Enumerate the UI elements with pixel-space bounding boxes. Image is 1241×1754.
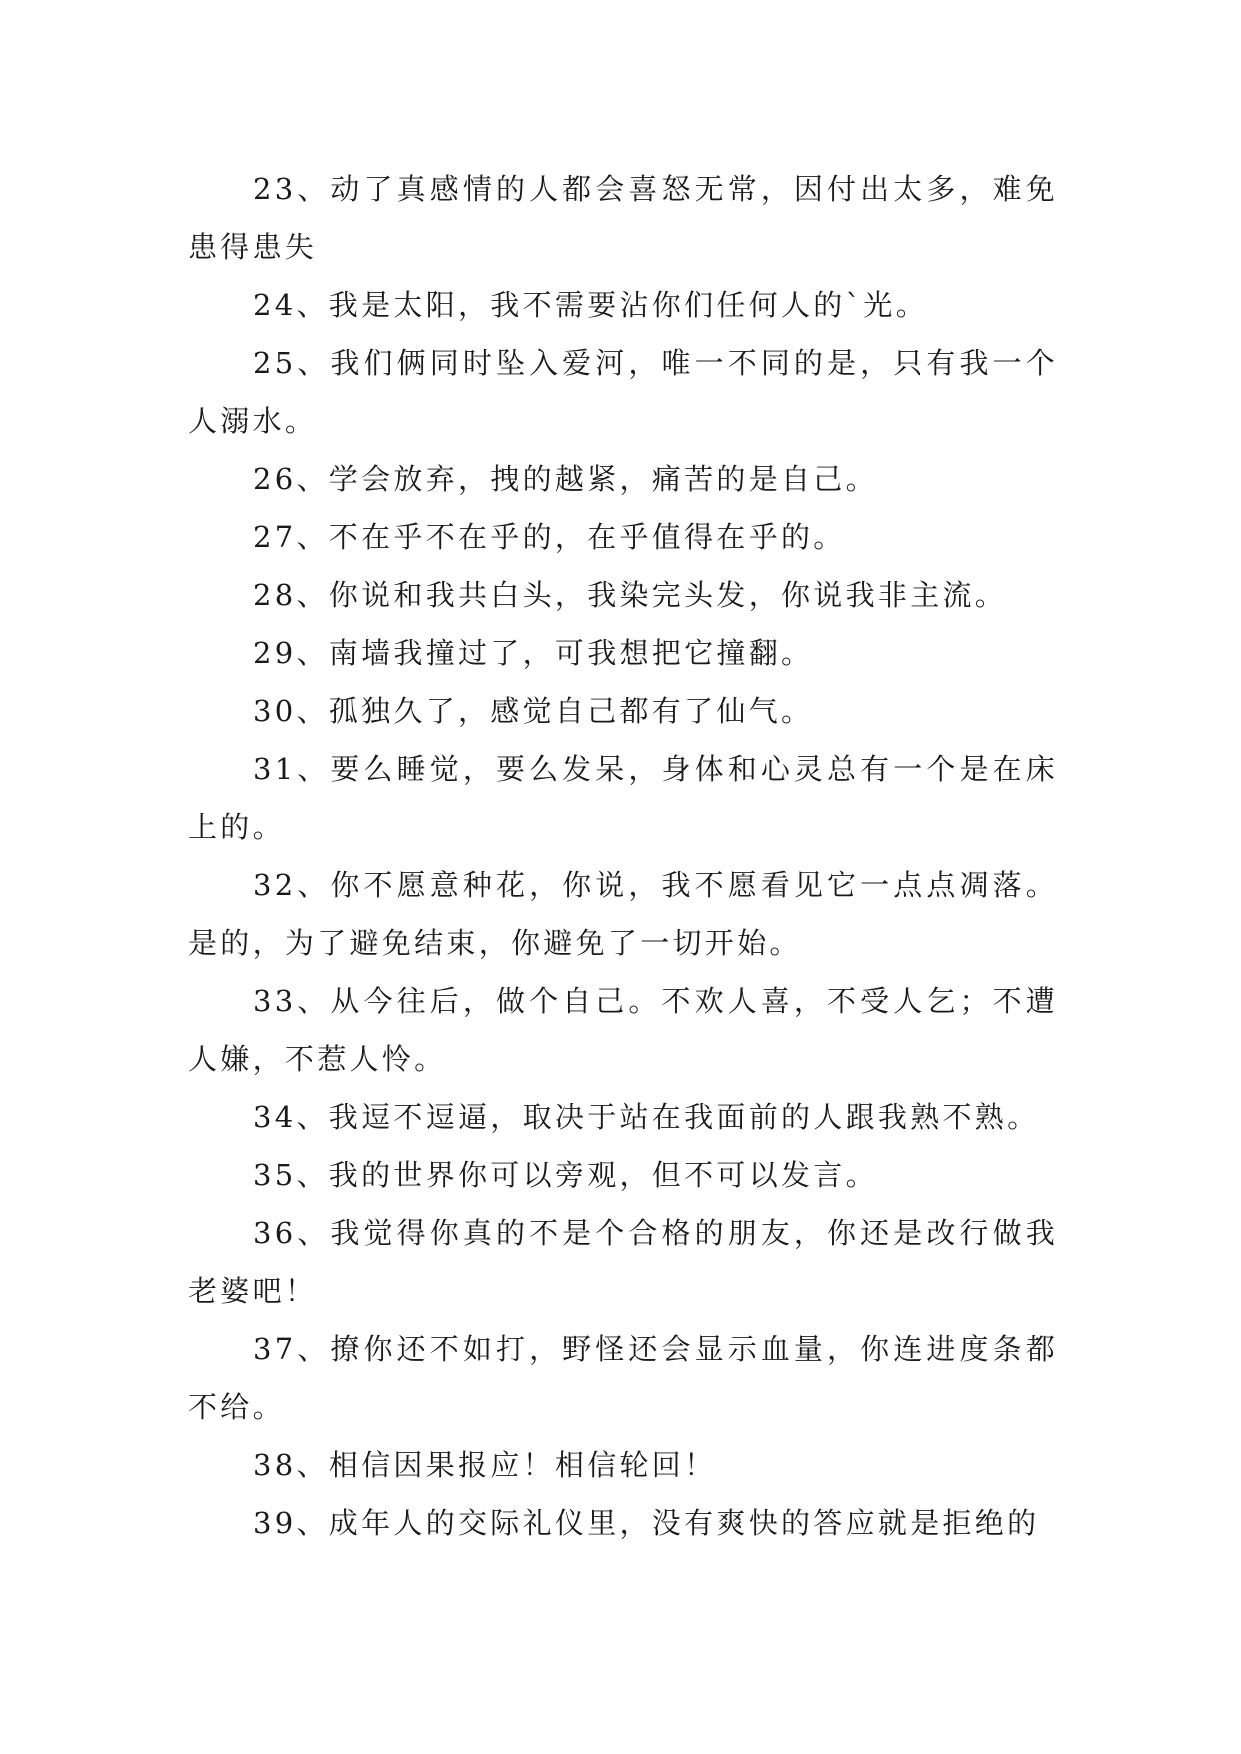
paragraph-34: 34、我逗不逗逼，取决于站在我面前的人跟我熟不熟。 — [253, 1100, 1040, 1134]
paragraph-36: 36、我觉得你真的不是个合格的朋友，你还是改行做我老婆吧！ — [188, 1216, 1058, 1308]
paragraph-30: 30、孤独久了，感觉自己都有了仙气。 — [253, 694, 814, 728]
paragraph-37: 37、撩你还不如打，野怪还会显示血量，你连进度条都不给。 — [188, 1332, 1058, 1424]
paragraph-38: 38、相信因果报应！相信轮回！ — [253, 1448, 717, 1482]
paragraph-28: 28、你说和我共白头，我染完头发，你说我非主流。 — [253, 578, 1008, 612]
paragraph-26: 26、学会放弃，拽的越紧，痛苦的是自己。 — [253, 462, 878, 496]
paragraph-25: 25、我们俩同时坠入爱河，唯一不同的是，只有我一个人溺水。 — [188, 346, 1058, 438]
paragraph-29: 29、南墙我撞过了，可我想把它撞翻。 — [253, 636, 814, 670]
paragraph-39: 39、成年人的交际礼仪里，没有爽快的答应就是拒绝的 — [253, 1506, 1040, 1540]
paragraph-24: 24、我是太阳，我不需要沾你们任何人的`光。 — [253, 288, 929, 322]
paragraph-35: 35、我的世界你可以旁观，但不可以发言。 — [253, 1158, 878, 1192]
document-body — [188, 160, 1058, 1552]
paragraph-27: 27、不在乎不在乎的，在乎值得在乎的。 — [253, 520, 846, 554]
paragraph-33: 33、从今往后，做个自己。不欢人喜，不受人乞；不遭人嫌，不惹人怜。 — [188, 984, 1058, 1076]
paragraph-23: 23、动了真感情的人都会喜怒无常，因付出太多，难免患得患失 — [188, 172, 1058, 264]
paragraph-31: 31、要么睡觉，要么发呆，身体和心灵总有一个是在床上的。 — [188, 752, 1058, 844]
paragraph-32: 32、你不愿意种花，你说，我不愿看见它一点点凋落。是的，为了避免结束，你避免了一切开始。 — [188, 868, 1058, 960]
